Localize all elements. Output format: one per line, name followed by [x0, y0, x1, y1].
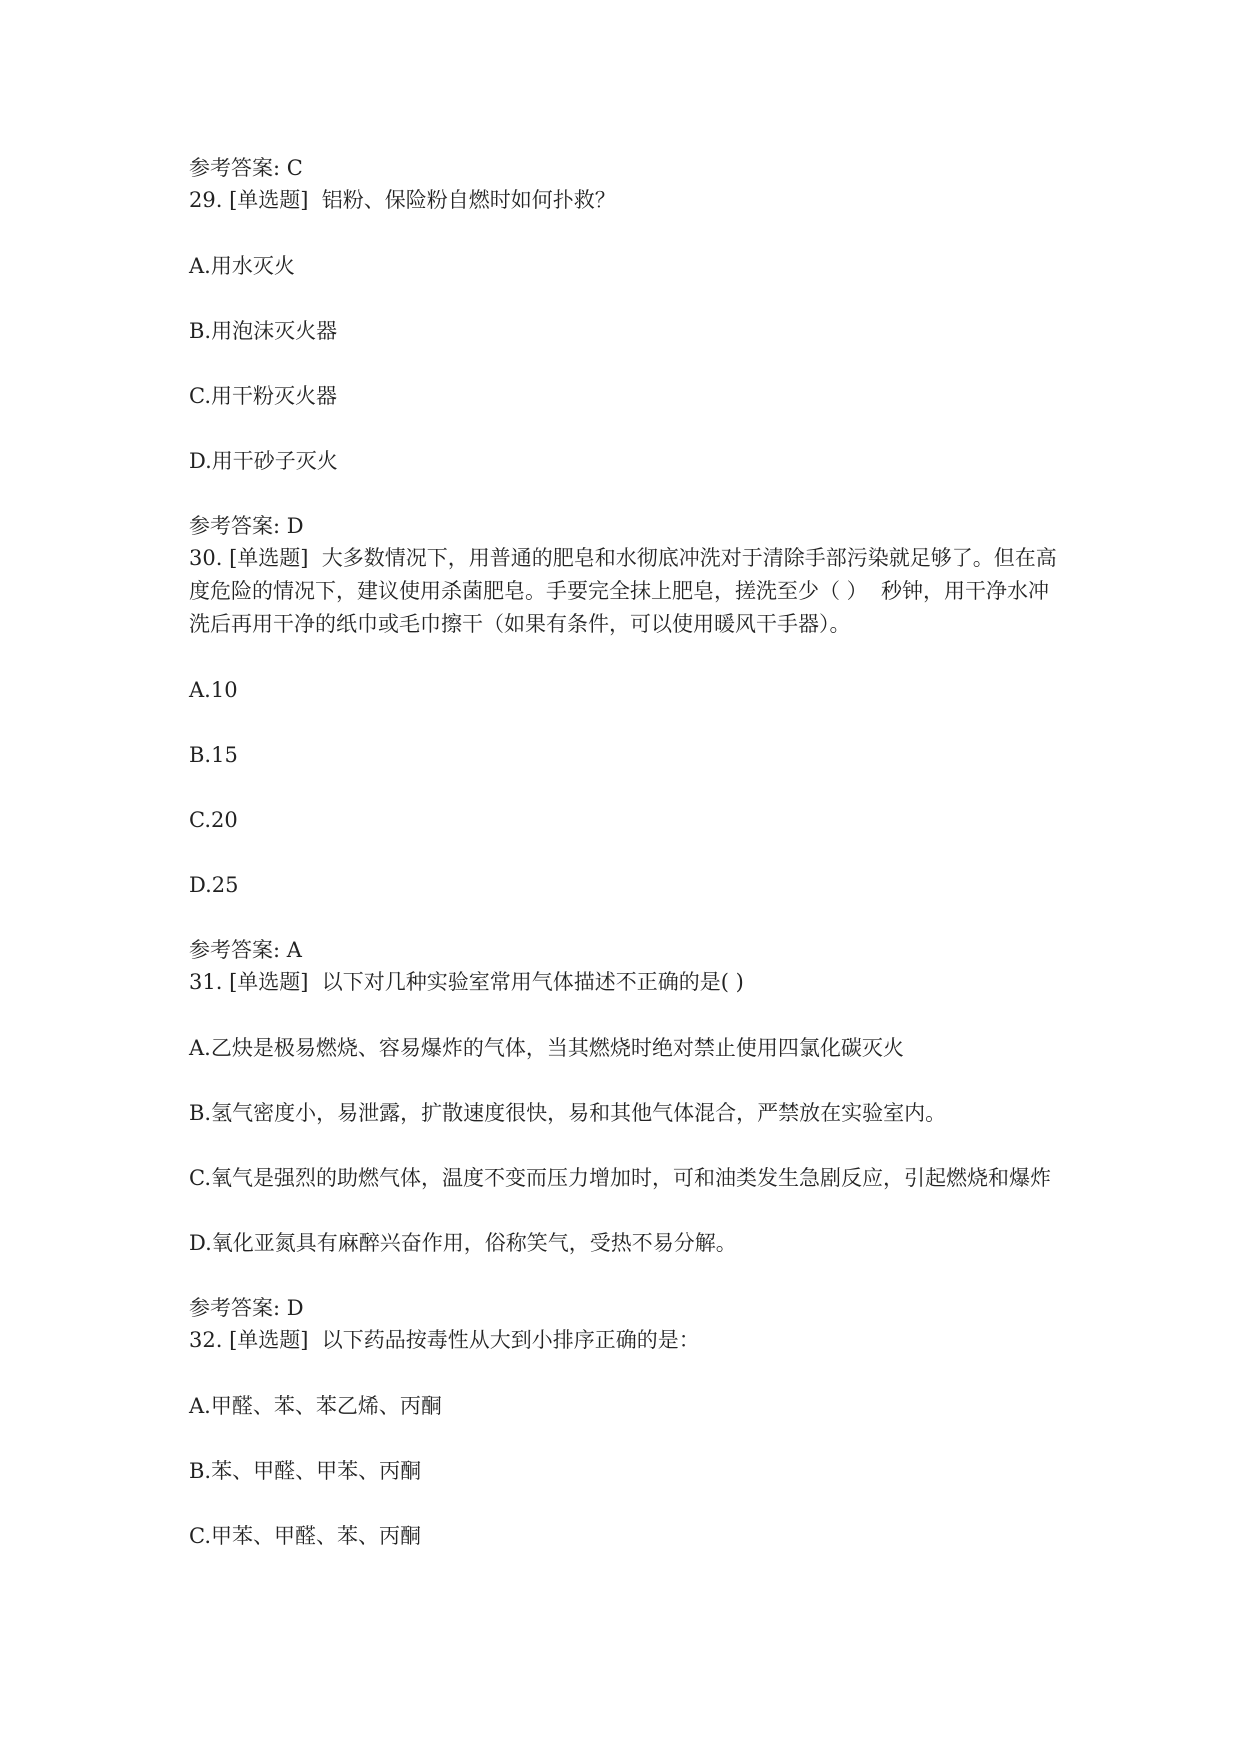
- question-30: 30. [单选题] 大多数情况下，用普通的肥皂和水彻底冲洗对于清除手部污染就足够了。但在高度危险的情况下，建议使用杀菌肥皂。手要完全抹上肥皂，搓洗至少（ ） 秒钟，用干净水冲洗后再用干净的纸巾或毛巾擦干（如果有条件，可以使用暖风干手器）。: [189, 546, 1057, 636]
- option-31-b: B.氢气密度小，易泄露，扩散速度很快，易和其他气体混合，严禁放在实验室内。: [189, 1101, 947, 1125]
- question-31: 31. [单选题] 以下对几种实验室常用气体描述不正确的是( ): [189, 970, 744, 994]
- option-31-c: C.氧气是强烈的助燃气体，温度不变而压力增加时，可和油类发生急剧反应，引起燃烧和爆炸: [189, 1166, 1051, 1190]
- answer-line: 参考答案: D: [189, 1296, 304, 1320]
- option-32-c: C.甲苯、甲醛、苯、丙酮: [189, 1524, 421, 1548]
- option-29-c: C.用干粉灭火器: [189, 384, 337, 408]
- option-30-d: D.25: [189, 873, 239, 897]
- option-29-d: D.用干砂子灭火: [189, 449, 338, 473]
- answer-line: 参考答案: D: [189, 514, 304, 538]
- option-30-a: A.10: [189, 678, 238, 702]
- option-31-d: D.氧化亚氮具有麻醉兴奋作用，俗称笑气，受热不易分解。: [189, 1231, 737, 1255]
- answer-line: 参考答案: C: [189, 156, 303, 180]
- option-30-c: C.20: [189, 808, 238, 832]
- option-32-b: B.苯、甲醛、甲苯、丙酮: [189, 1459, 422, 1483]
- option-32-a: A.甲醛、苯、苯乙烯、丙酮: [189, 1394, 442, 1418]
- option-30-b: B.15: [189, 743, 238, 767]
- document-page: [189, 152, 1069, 1552]
- option-29-a: A.用水灭火: [189, 254, 295, 278]
- question-32: 32. [单选题] 以下药品按毒性从大到小排序正确的是：: [189, 1328, 700, 1352]
- question-29: 29. [单选题] 铝粉、保险粉自燃时如何扑救？: [189, 188, 616, 212]
- option-29-b: B.用泡沫灭火器: [189, 319, 338, 343]
- answer-line: 参考答案: A: [189, 938, 302, 962]
- option-31-a: A.乙炔是极易燃烧、容易爆炸的气体，当其燃烧时绝对禁止使用四氯化碳灭火: [189, 1036, 904, 1060]
